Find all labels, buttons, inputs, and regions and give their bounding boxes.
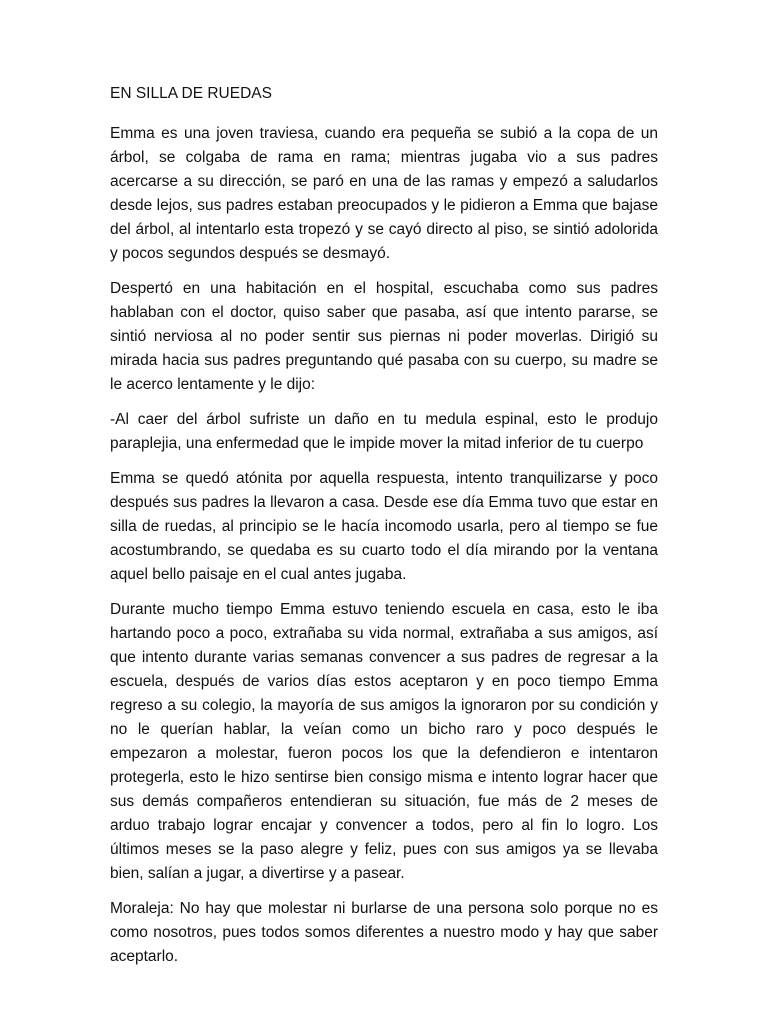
paragraph-3: -Al caer del árbol sufriste un daño en tu medula espinal, esto le produjo paraplejia, una enfermedad que le impide mover la mitad inferior de tu cuerpo <box>110 411 658 452</box>
document-title: EN SILLA DE RUEDAS <box>110 85 272 102</box>
moral-paragraph: Moraleja: No hay que molestar ni burlarse de una persona solo porque no es como nosotros, pues todos somos diferentes a nuestro modo y hay que saber aceptarlo. <box>110 900 658 965</box>
paragraph-1: Emma es una joven traviesa, cuando era pequeña se subió a la copa de un árbol, se colgaba de rama en rama; mientras jugaba vio a sus padres acercarse a su dirección, se paró en una de las ramas y empezó a saludarlos desde lejos, sus padres estaban preocupados y le pidieron a Emma que bajase del árbol, al intentarlo esta tropezó y se cayó directo al piso, se sintió adolorida y pocos segundos después se desmayó. <box>110 125 658 262</box>
document-page <box>110 82 658 980</box>
paragraph-5: Durante mucho tiempo Emma estuvo teniendo escuela en casa, esto le iba hartando poco a poco, extrañaba su vida normal, extrañaba a sus amigos, así que intento durante varias semanas convencer a sus padres de regresar a la escuela, después de varios días estos aceptaron y en poco tiempo Emma regreso a su colegio, la mayoría de sus amigos la ignoraron por su condición y no le querían hablar, la veían como un bicho raro y poco después le empezaron a molestar, fueron pocos los que la defendieron e intentaron protegerla, esto le hizo sentirse bien consigo misma e intento lograr hacer que sus demás compañeros entendieran su situación, fue más de 2 meses de arduo trabajo lograr encajar y convencer a todos, pero al fin lo logro. Los últimos meses se la paso alegre y feliz, pues con sus amigos ya se llevaba bien, salían a jugar, a divertirse y a pasear. <box>110 601 658 882</box>
paragraph-2: Despertó en una habitación en el hospital, escuchaba como sus padres hablaban con el doctor, quiso saber que pasaba, así que intento pararse, se sintió nerviosa al no poder sentir sus piernas ni poder moverlas. Dirigió su mirada hacia sus padres preguntando qué pasaba con su cuerpo, su madre se le acerco lentamente y le dijo: <box>110 280 658 393</box>
paragraph-4: Emma se quedó atónita por aquella respuesta, intento tranquilizarse y poco después sus padres la llevaron a casa. Desde ese día Emma tuvo que estar en silla de ruedas, al principio se le hacía incomodo usarla, pero al tiempo se fue acostumbrando, se quedaba es su cuarto todo el día mirando por la ventana aquel bello paisaje en el cual antes jugaba. <box>110 470 658 583</box>
